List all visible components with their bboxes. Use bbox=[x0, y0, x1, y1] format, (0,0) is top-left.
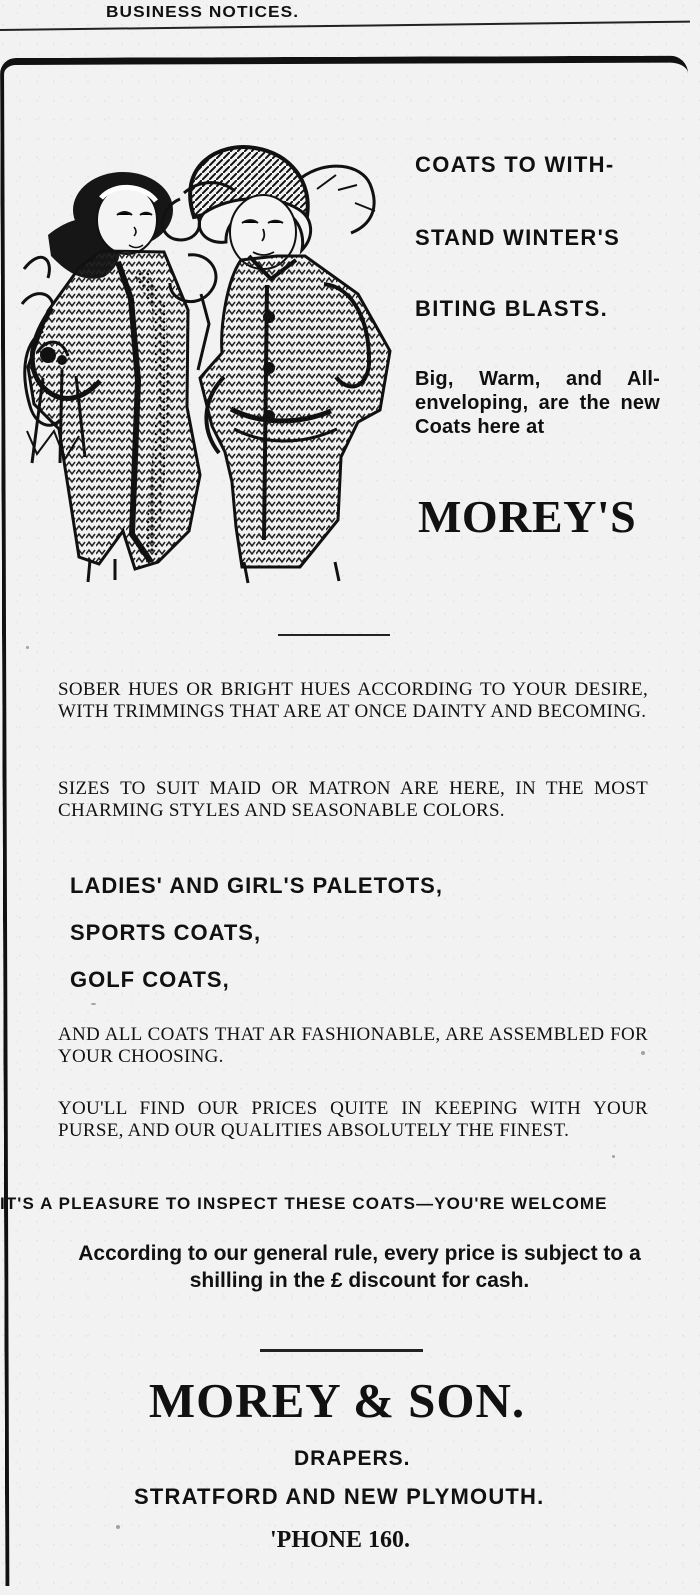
print-speck bbox=[26, 646, 29, 649]
colors-trimmings-paragraph: SOBER HUES OR BRIGHT HUES ACCORDING TO YOUR DESIRE, WITH TRIMMINGS THAT ARE AT ONCE DAINTY AND BECOMING. bbox=[58, 679, 648, 722]
print-speck bbox=[91, 1003, 96, 1005]
print-speck bbox=[641, 1051, 645, 1055]
coat-type-golf: GOLF COATS, bbox=[70, 967, 230, 992]
business-type: DRAPERS. bbox=[294, 1447, 411, 1470]
business-name: MOREY & SON. bbox=[148, 1373, 526, 1428]
headline-line-1: COATS TO WITH- bbox=[415, 152, 615, 177]
cash-discount-note: According to our general rule, every price is subject to a shilling in the £ discount for cash. bbox=[78, 1242, 641, 1292]
closing-divider bbox=[260, 1349, 423, 1352]
headline-line-3: BITING BLASTS. bbox=[415, 296, 608, 321]
sizes-styles-paragraph: SIZES TO SUIT MAID OR MATRON ARE HERE, IN THE MOST CHARMING STYLES AND SEASONABLE COLORS. bbox=[58, 778, 648, 821]
fashionable-coats-paragraph: AND ALL COATS THAT AR FASHIONABLE, ARE ASSEMBLED FOR YOUR CHOOSING. bbox=[58, 1024, 648, 1067]
coat-type-paletots: LADIES' AND GIRL'S PALETOTS, bbox=[70, 873, 443, 898]
top-divider-rule bbox=[0, 21, 690, 31]
print-speck bbox=[612, 1155, 615, 1158]
women-in-coats-illustration bbox=[6, 124, 411, 584]
prices-qualities-paragraph: YOU'LL FIND OUR PRICES QUITE IN KEEPING WITH YOUR PURSE, AND OUR QUALITIES ABSOLUTELY THE FINEST. bbox=[58, 1098, 648, 1141]
section-divider bbox=[278, 634, 390, 636]
coats-subheadline: Big, Warm, and All-enveloping, are the new Coats here at bbox=[415, 368, 660, 438]
coat-type-sports: SPORTS COATS, bbox=[70, 920, 262, 945]
phone-number: 'PHONE 160. bbox=[270, 1527, 411, 1553]
store-name: MOREY'S bbox=[418, 491, 637, 542]
business-locations: STRATFORD AND NEW PLYMOUTH. bbox=[134, 1484, 545, 1509]
inspection-welcome-line: IT'S A PLEASURE TO INSPECT THESE COATS—YOU'RE WELCOME bbox=[0, 1194, 608, 1213]
print-speck bbox=[116, 1525, 120, 1529]
headline-line-2: STAND WINTER'S bbox=[415, 225, 621, 250]
business-notices-heading: BUSINESS NOTICES. bbox=[106, 4, 300, 21]
